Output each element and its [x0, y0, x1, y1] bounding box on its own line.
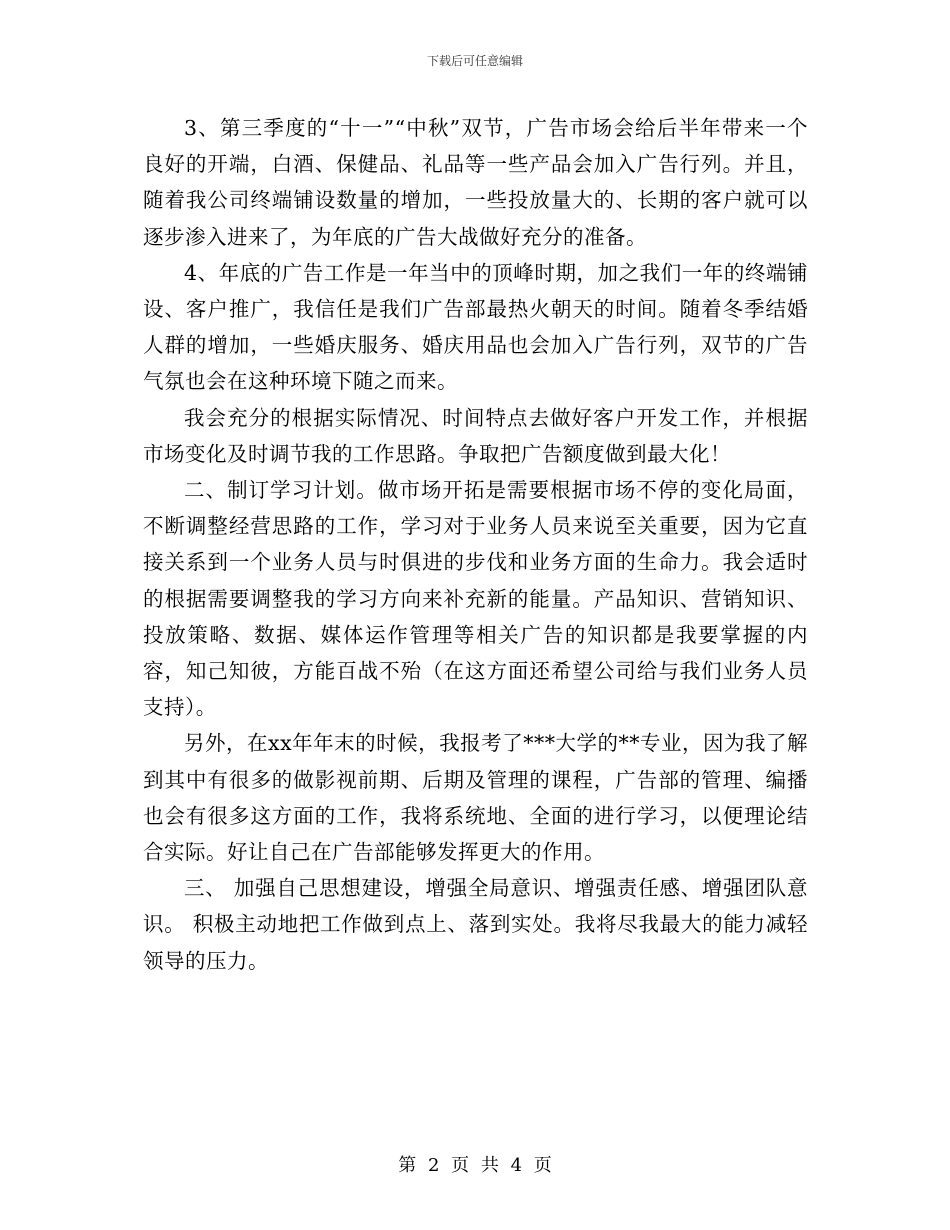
page-header: 下载后可任意编辑 [426, 54, 523, 68]
document-body [143, 110, 808, 979]
paragraph-university-study: 另外，在xx年年末的时候，我报考了***大学的**专业，因为我了解到其中有很多的做影视前期、后期及管理的课程，广告部的管理、编播也会有很多这方面的工作，我将系统地、全面的进行学习，以便理论结合实际。好让自己在广告部能够发挥更大的作用。 [143, 731, 808, 865]
paragraph-client-development: 我会充分的根据实际情况、时间特点去做好客户开发工作，并根据市场变化及时调节我的工作思路。争取把广告额度做到最大化！ [143, 405, 808, 466]
paragraph-q3-plan: 3、第三季度的“十一”“中秋”双节，广告市场会给后半年带来一个良好的开端，白酒、保健品、礼品等一些产品会加入广告行列。并且，随着我公司终端铺设数量的增加，一些投放量大的、长期的客户就可以逐步渗入进来了，为年底的广告大战做好充分的准备。 [143, 116, 808, 249]
page-number-footer: 第 2 页 共 4 页 [398, 1155, 552, 1176]
paragraph-year-end-plan: 4、年底的广告工作是一年当中的顶峰时期，加之我们一年的终端铺设、客户推广，我信任是我们广告部最热火朝天的时间。随着冬季结婚人群的增加，一些婚庆服务、婚庆用品也会加入广告行列，双节的广告气氛也会在这种环境下随之而来。 [143, 260, 808, 394]
paragraph-self-improvement: 三、 加强自己思想建设，增强全局意识、增强责任感、增强团队意识。 积极主动地把工作做到点上、落到实处。我将尽我最大的能力减轻领导的压力。 [143, 876, 808, 973]
paragraph-study-plan: 二、制订学习计划。做市场开拓是需要根据市场不停的变化局面，不断调整经营思路的工作，学习对于业务人员来说至关重要，因为它直接关系到一个业务人员与时俱进的步伐和业务方面的生命力。我会适时的根据需要调整我的学习方向来补充新的能量。产品知识、营销知识、投放策略、数据、媒体运作管理等相关广告的知识都是我要掌握的内容，知己知彼，方能百战不殆（在这方面还希望公司给与我们业务人员支持）。 [143, 478, 808, 720]
